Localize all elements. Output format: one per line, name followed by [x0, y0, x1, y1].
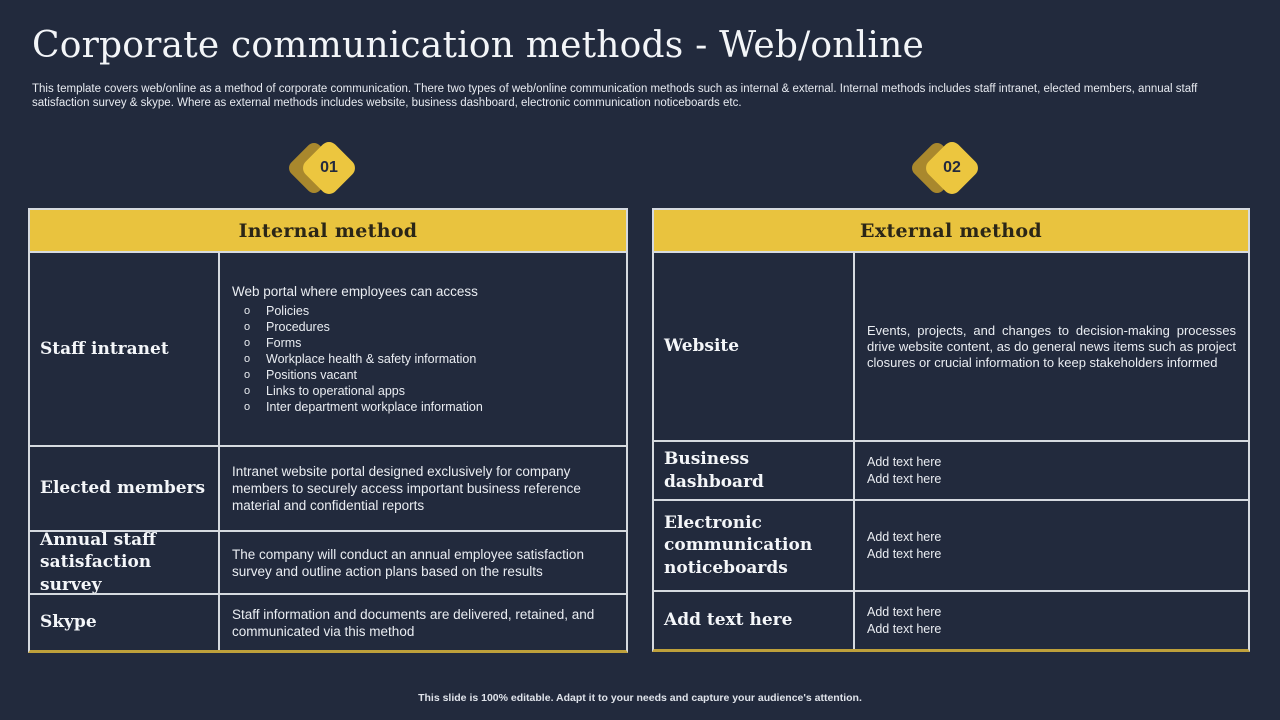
placeholder-text: Add text here [867, 471, 942, 486]
table-row-elected-members [30, 445, 626, 530]
bullet-text: Inter department workplace information [266, 400, 483, 414]
row-content: Staff information and documents are delivered, retained, and communicated via this method [232, 606, 595, 639]
row-label: Business dashboard [654, 442, 855, 499]
bullet-text: Workplace health & safety information [266, 352, 477, 366]
row-content [220, 253, 626, 445]
row-content: Events, projects, and changes to decision-making processes drive website content, as do general news items such as project closures or crucial information to keep stakeholders informed [867, 322, 1236, 370]
cell-intro-text: Web portal where employees can access [232, 284, 478, 299]
placeholder-text: Add text here [867, 454, 942, 469]
row-content [855, 501, 1248, 590]
table-row-staff-intranet [30, 253, 626, 445]
bullet-text: Procedures [266, 320, 330, 334]
table-row-website [654, 253, 1248, 440]
badge-01 [298, 138, 358, 198]
bullet-text: Forms [266, 336, 302, 350]
row-label: Website [654, 253, 855, 440]
row-label: Annual staff satisfaction survey [30, 532, 220, 593]
table-row-annual-staff-satisfaction-survey [30, 530, 626, 593]
table-row-business-dashboard [654, 440, 1248, 499]
bullet-marker: o [243, 369, 251, 381]
bullet-item [240, 303, 610, 319]
badge-number: 02 [943, 159, 961, 176]
row-label: Skype [30, 595, 220, 650]
bullet-text: Policies [266, 304, 310, 318]
row-label: Elected members [30, 447, 220, 530]
table-row-add-text-here [654, 590, 1248, 649]
row-content [855, 442, 1248, 499]
bullet-marker: o [243, 321, 251, 333]
bullet-marker: o [243, 401, 251, 413]
placeholder-text: Add text here [867, 546, 942, 561]
table-row-electronic-communication-noticeboards [654, 499, 1248, 590]
bullet-item [240, 383, 610, 399]
bullet-item [240, 319, 610, 335]
slide-title: Corporate communication methods - Web/online [32, 25, 924, 66]
row-content: Intranet website portal designed exclusively for company members to securely access important business reference material and confidential reports [232, 464, 581, 513]
badge-02 [921, 138, 981, 198]
slide-footer-note: This slide is 100% editable. Adapt it to your needs and capture your audience's attention. [418, 692, 862, 704]
bullet-marker: o [243, 385, 251, 397]
bullet-marker: o [243, 353, 251, 365]
internal-method-table [28, 208, 628, 653]
table-row-skype [30, 593, 626, 650]
slide-subtitle: This template covers web/online as a method of corporate communication. There two types of web/online communication methods such as internal & external. Internal methods includes staff intranet, elected members, annual staff satisfaction survey & skype. Where as external methods includes website, business dashboard, electronic communication noticeboards etc. [32, 83, 1198, 109]
badge-number: 01 [320, 159, 338, 176]
placeholder-text: Add text here [867, 621, 942, 636]
row-label: Electronic communication noticeboards [654, 501, 855, 590]
bullet-text: Positions vacant [266, 368, 358, 382]
bullet-item [240, 367, 610, 383]
bullet-item [240, 335, 610, 351]
row-content [855, 592, 1248, 649]
row-label: Staff intranet [30, 253, 220, 445]
external-method-table [652, 208, 1250, 652]
placeholder-text: Add text here [867, 604, 942, 619]
bullet-marker: o [243, 337, 251, 349]
placeholder-text: Add text here [867, 529, 942, 544]
external-method-header: External method [654, 210, 1248, 253]
bullet-item [240, 351, 610, 367]
bullet-list [240, 303, 610, 415]
row-label: Add text here [654, 592, 855, 649]
bullet-item [240, 399, 610, 415]
bullet-text: Links to operational apps [266, 384, 405, 398]
row-content: The company will conduct an annual employee satisfaction survey and outline action plans based on the results [232, 546, 584, 579]
internal-method-header: Internal method [30, 210, 626, 253]
bullet-marker: o [243, 305, 251, 317]
